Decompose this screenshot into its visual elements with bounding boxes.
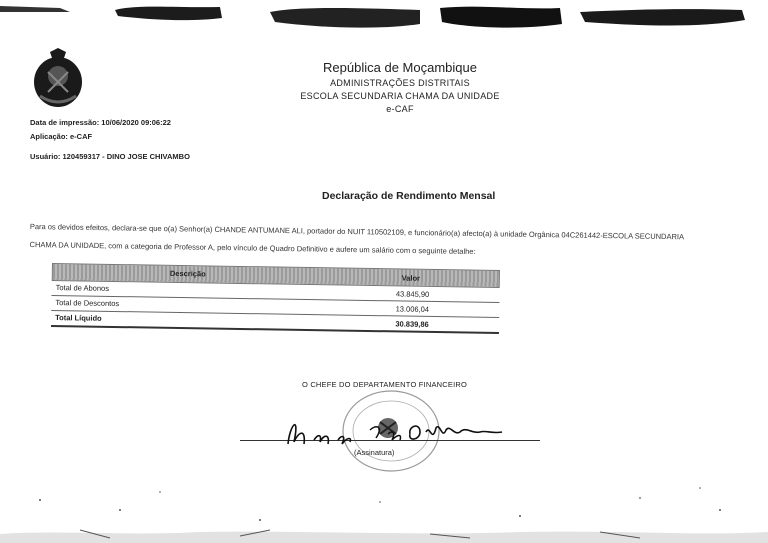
declaration-text: [29, 218, 739, 265]
print-date: Data de impressão: 10/06/2020 09:06:22: [30, 118, 171, 127]
mozambique-emblem-icon: [30, 46, 86, 110]
handwritten-signature-icon: [280, 404, 510, 454]
row-value: 13.006,04: [395, 304, 430, 314]
declaration-line-2: CHAMA DA UNIDADE, com a categoria de Professor A, pelo vínculo de Quadro Definitivo e aufere um salário com o seguinte detalhe:: [29, 239, 476, 257]
application-name: Aplicação: e-CAF: [30, 132, 93, 141]
column-header-value: Valor: [401, 273, 421, 283]
row-value: 30.839,86: [395, 319, 429, 329]
user-info: Usuário: 120459317 - DINO JOSE CHIVAMBO: [30, 152, 190, 161]
row-value: 43.845,90: [395, 289, 430, 299]
system-name: e-CAF: [386, 104, 414, 114]
institution-header: [270, 60, 530, 114]
declaration-line-1: Para os devidos efeitos, declara-se que o(a) Senhor(a) CHANDE ANTUMANE ALI, portador do NUIT 110502109, e funcionário(a) afecto(a) à unidade Orgânica 04C261442-ESCOLA SECUNDARIA: [29, 221, 685, 242]
row-label: Total de Descontos: [55, 298, 120, 309]
scan-artifact-bottom: [0, 480, 768, 543]
country-name: República de Moçambique: [323, 60, 477, 75]
row-label: Total Líquido: [55, 313, 102, 323]
row-label: Total de Abonos: [55, 283, 110, 293]
administration-name: ADMINISTRAÇÕES DISTRITAIS: [330, 78, 470, 88]
signature-label: (Assinatura): [354, 448, 395, 457]
column-header-description: Descrição: [169, 268, 206, 279]
income-table: [51, 263, 500, 334]
school-name: ESCOLA SECUNDARIA CHAMA DA UNIDADE: [300, 91, 500, 101]
document-title: Declaração de Rendimento Mensal: [322, 190, 496, 202]
scan-artifact-top: [0, 0, 768, 34]
signature-block: [240, 376, 540, 486]
signatory-title: O CHEFE DO DEPARTAMENTO FINANCEIRO: [302, 380, 468, 389]
